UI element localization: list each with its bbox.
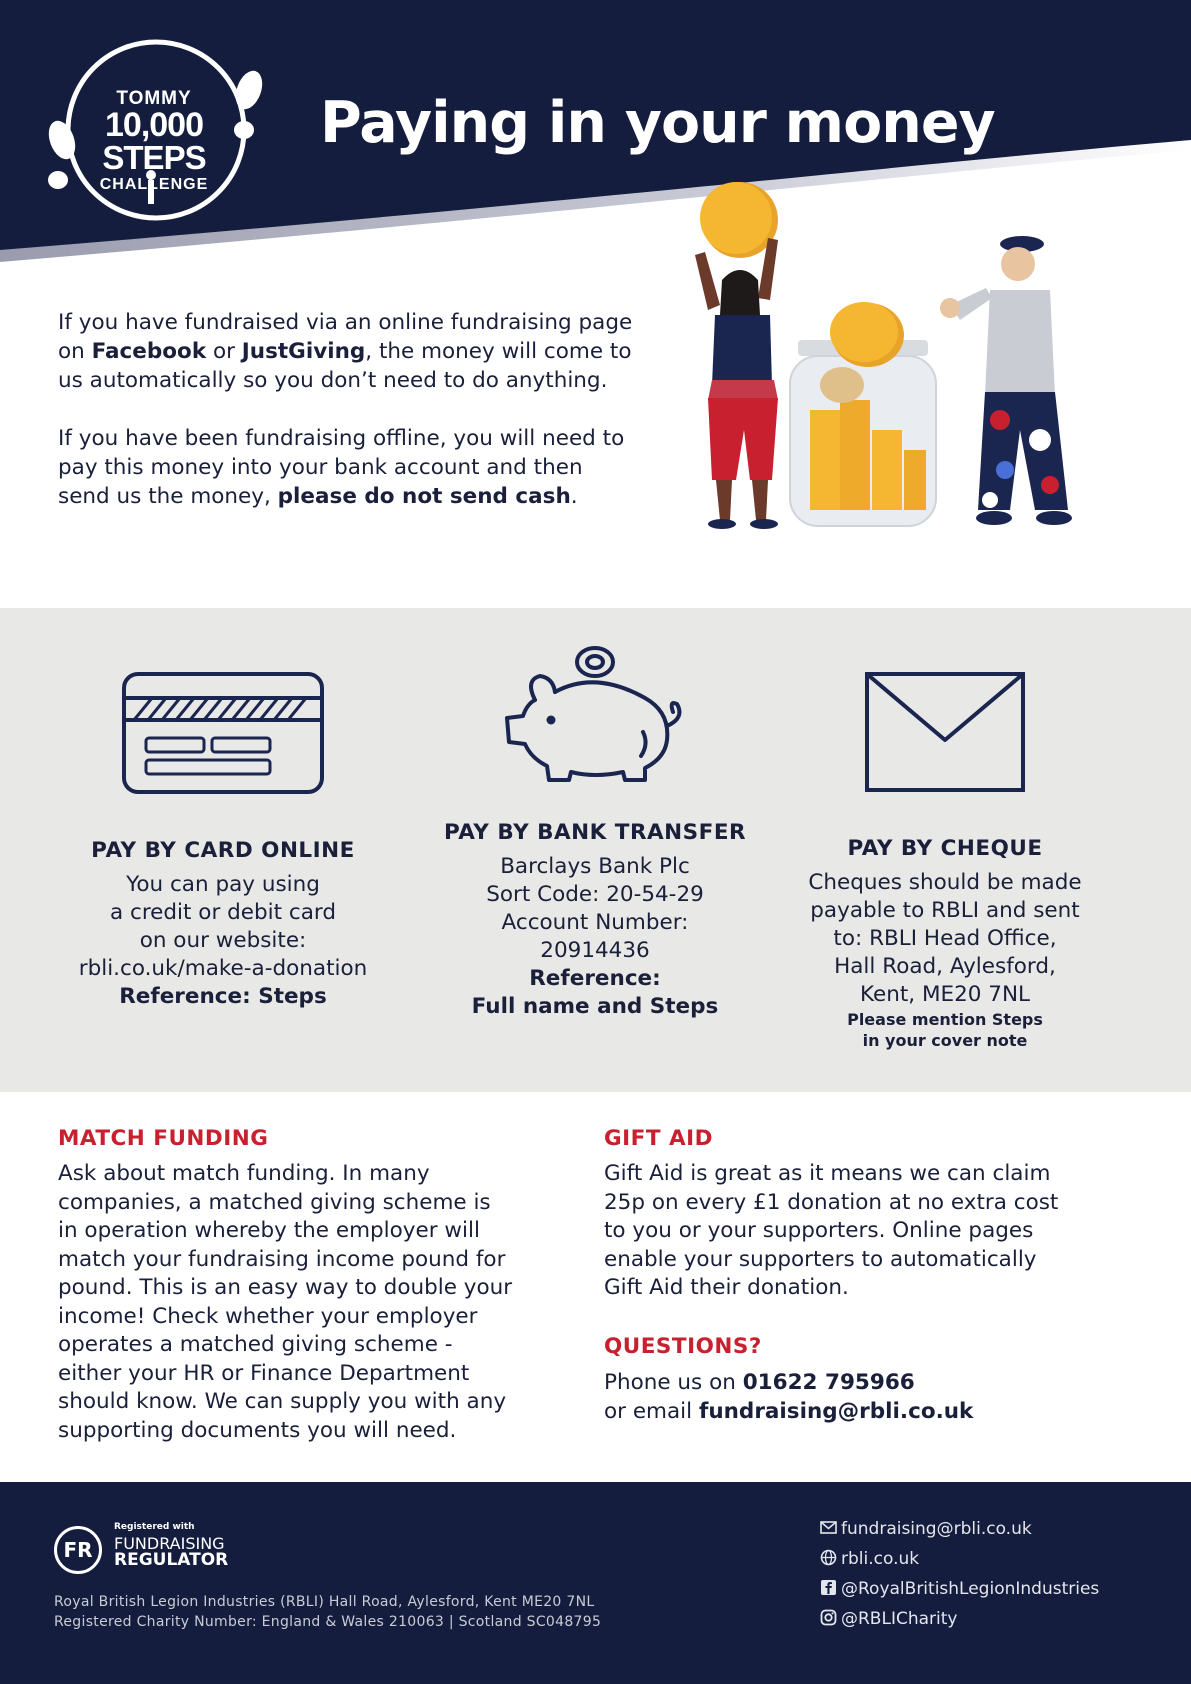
card-reference: Reference: Steps bbox=[119, 984, 327, 1009]
charity-number: Registered Charity Number: England & Wales 210063 | Scotland SC048795 bbox=[54, 1614, 602, 1630]
footer-email[interactable]: fundraising@rbli.co.uk bbox=[820, 1518, 1032, 1540]
questions-contact: Phone us on 01622 795966 or email fundraising@rbli.co.uk bbox=[604, 1370, 974, 1424]
pay-by-cheque-column bbox=[780, 608, 1110, 1051]
jar-figure bbox=[790, 302, 936, 526]
gift-aid-heading: GIFT AID bbox=[604, 1126, 713, 1151]
facebook-icon bbox=[820, 1579, 837, 1596]
rbli-address: Royal British Legion Industries (RBLI) Hall Road, Aylesford, Kent ME20 7NL bbox=[54, 1594, 595, 1610]
bank-reference-label: Reference: bbox=[529, 966, 661, 991]
email-icon bbox=[820, 1519, 837, 1536]
match-funding-heading: MATCH FUNDING bbox=[58, 1126, 269, 1151]
credit-card-icon bbox=[118, 668, 328, 798]
donation-jar-illustration bbox=[660, 180, 1110, 580]
email-link[interactable]: fundraising@rbli.co.uk bbox=[698, 1398, 974, 1424]
justgiving-mention: JustGiving bbox=[241, 339, 366, 364]
logo-text-steps: STEPS bbox=[102, 139, 206, 176]
fr-logo-icon: FR bbox=[54, 1526, 102, 1574]
questions-heading: QUESTIONS? bbox=[604, 1334, 762, 1359]
footer-instagram[interactable]: @RBLICharity bbox=[820, 1608, 957, 1630]
intro-paragraph-offline: If you have been fundraising offline, you will need to pay this money into your bank account and then send us the money, please do not send cash. bbox=[58, 426, 625, 509]
cheque-cover-note: Please mention Steps in your cover note bbox=[847, 1010, 1043, 1050]
footer-website[interactable]: rbli.co.uk bbox=[820, 1548, 919, 1570]
payment-options-section bbox=[0, 608, 1191, 1092]
pay-by-card-details: You can pay using a credit or debit card on our website: rbli.co.uk/make-a-donation Reference: Steps bbox=[48, 871, 398, 1011]
pay-by-cheque-details: Cheques should be made payable to RBLI and sent to: RBLI Head Office, Hall Road, Aylesford, Kent, ME20 7NL bbox=[808, 870, 1082, 1007]
pay-by-card-column bbox=[48, 608, 398, 1011]
soldier-figure bbox=[940, 236, 1072, 525]
account-number: 20914436 bbox=[540, 938, 650, 963]
intro-text bbox=[58, 308, 638, 540]
bank-reference-value: Full name and Steps bbox=[471, 994, 719, 1019]
sort-code: Sort Code: 20-54-29 bbox=[486, 882, 704, 907]
pay-by-cheque-heading: PAY BY CHEQUE bbox=[847, 836, 1043, 861]
pay-by-card-heading: PAY BY CARD ONLINE bbox=[91, 838, 355, 863]
logo-text-tommy: TOMMY bbox=[116, 88, 192, 109]
pay-by-bank-heading: PAY BY BANK TRANSFER bbox=[443, 820, 747, 845]
tommy-steps-logo bbox=[44, 30, 264, 230]
logo-text-number: 10,000 bbox=[105, 106, 203, 144]
globe-icon bbox=[820, 1549, 837, 1566]
donation-url: rbli.co.uk/make-a-donation bbox=[78, 956, 368, 981]
footer-facebook[interactable]: @RoyalBritishLegionIndustries bbox=[820, 1578, 1099, 1600]
pay-by-bank-column bbox=[410, 608, 780, 1021]
facebook-mention: Facebook bbox=[91, 339, 207, 364]
footer bbox=[0, 1482, 1191, 1684]
bank-name: Barclays Bank Plc bbox=[500, 854, 690, 879]
page-title: Paying in your money bbox=[320, 90, 995, 156]
logo-text-challenge: CHALLENGE bbox=[99, 176, 209, 193]
gift-aid-text: Gift Aid is great as it means we can claim 25p on every £1 donation at no extra cost to you or your supporters. Online pages enable your supporters to automatically Gift Aid their donation. bbox=[604, 1161, 1059, 1300]
fundraising-regulator-badge: FR Registered with FUNDRAISING REGULATOR bbox=[54, 1522, 234, 1582]
woman-figure bbox=[695, 238, 778, 529]
instagram-icon bbox=[820, 1609, 837, 1626]
intro-paragraph-online: If you have fundraised via an online fundraising page on Facebook or JustGiving, the money will come to us automatically so you don’t need to do anything. bbox=[58, 310, 633, 393]
match-funding-text: Ask about match funding. In many companies, a matched giving scheme is in operation whereby the employer will match your fundraising income pound for pound. This is an easy way to double your income! Check whether your employer operates a matched giving scheme - either your HR or Finance Department should know. We can supply you with any supporting documents you will need. bbox=[58, 1161, 513, 1443]
footer-address bbox=[54, 1592, 601, 1632]
piggy-bank-icon bbox=[495, 640, 695, 790]
no-cash-warning: please do not send cash bbox=[277, 484, 571, 509]
envelope-icon bbox=[863, 670, 1027, 794]
pay-by-bank-details: Barclays Bank Plc Sort Code: 20-54-29 Account Number: 20914436 Reference: Full name and Steps bbox=[410, 853, 780, 1021]
phone-number[interactable]: 01622 795966 bbox=[742, 1370, 915, 1395]
